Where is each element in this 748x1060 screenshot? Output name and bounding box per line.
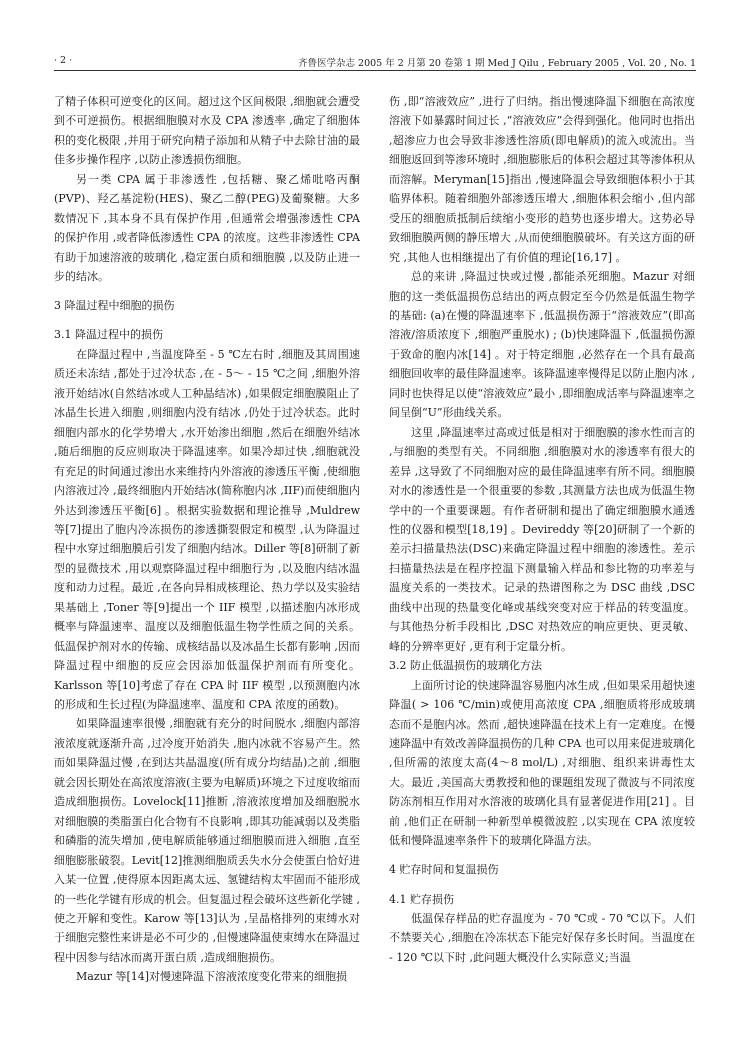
running-header <box>54 52 696 71</box>
body-paragraph: 伤 ,即“溶液效应” ,进行了归纳。指出慢速降温下细胞在高浓度溶液下如暴露时间过长 ,“溶液效应”会得到强化。他同时也指出 ,超渗应力也会导致非渗透性溶质(即电解质)的流入或流出。当细胞返回到等渗环境时 ,细胞膨胀后的体积会超过其等渗体积从而溶解。Meryman[15]指出 ,慢速降温会导致细胞体积小于其临界体积。随着细胞外部渗透压增大 ,细胞体积会缩小 ,但内部受压的细胞质抵制后续缩小变形的趋势也逐步增大。这势必导致细胞膜两侧的静压增大 ,从而使细胞膜破坏。有关这方面的研究 ,其他人也相继提出了有价值的理论[16,17] 。 <box>389 95 695 264</box>
body-paragraph: 总的来讲 ,降温过快或过慢 ,都能杀死细胞。Mazur 对细胞的这一类低温损伤总结出的两点假定至今仍然是低温生物学的基础: (a)在慢的降温速率下 ,低温损伤源于“溶液效应”(即高溶液/溶质浓度下 ,细胞严重脱水) ; (b)快速降温下 ,低温损伤源于致命的胞内冰[14] 。对于特定细胞 ,必然存在一个具有最高细胞回收率的最佳降温速率。该降温速率慢得足以防止胞内冰 ,同时也快得足以使“溶液效应”最小 ,即细胞成活率与降温速率之间呈倒“U”形曲线关系。 <box>389 270 695 420</box>
page-number: · 2 · <box>54 55 73 66</box>
body-paragraph: Mazur 等[14]对慢速降温下溶液浓度变化带来的细胞损 <box>76 970 348 984</box>
body-paragraph: 另一类 CPA 属于非渗透性 ,包括糖、聚乙烯吡咯丙酮(PVP)、羟乙基淀粉(HES)、聚乙二醇(PEG)及葡聚糖。大多数情况下 ,其本身不具有保护作用 ,但通常会增强渗透性 CPA 的保护作用 ,或者降低渗透性 CPA 的浓度。这些非渗透性 CPA 有助于加速溶液的玻璃化 ,稳定蛋白质和细胞膜 ,以及防止进一步的结冰。 <box>54 172 360 284</box>
body-paragraph: 如果降温速率很慢 ,细胞就有充分的时间脱水 ,细胞内部溶液浓度就逐渐升高 ,过冷度开始消失 ,胞内冰就不容易产生。然而如果降温过慢 ,在到达共晶温度(所有成分均结晶)之前 ,细胞就会因长期处在高浓度溶液(主要为电解质)环境之下过度收缩而造成细胞损伤。Lovelock[11]推断 ,溶液浓度增加及细胞脱水对细胞膜的类脂蛋白化合物有不良影响 ,即其功能减弱以及类脂和磷脂的流失增加 ,使电解质能够通过细胞膜而进入细胞 ,直至细胞膨胀破裂。Levit[12]推测细胞质丢失水分会使蛋白恰好进入某一位置 ,使得原本因距离太远、氢键结构太牢固而不能形成的一些化学键有形成的机会。但复温过程会破坏这些新化学键 ,使之开解和变性。Karow 等[13]认为 ,呈晶格排列的束缚水对于细胞完整性来讲是必不可少的 ,但慢速降温使束缚水在降温过程中因参与结冰而离开蛋白质 ,造成细胞损伤。 <box>54 717 360 964</box>
body-paragraph: 这里 ,降温速率过高或过低是相对于细胞膜的渗水性而言的 ,与细胞的类型有关。不同细胞 ,细胞膜对水的渗透率有很大的差异 ,这导致了不同细胞对应的最佳降温速率有所不同。细胞膜对水的渗透性是一个很重要的参数 ,其测量方法也成为低温生物学中的一个重要课题。有作者研制和提出了确定细胞膜水通透性的仪器和模型[18,19] 。Devireddy 等[20]研制了一个新的差示扫描量热法(DSC)来确定降温过程中细胞的渗透性。差示扫描量热法是在程序控温下测量输入样品和参比物的功率差与温度关系的一类技术。记录的热谱图称之为 DSC 曲线 ,DSC 曲线中出现的热量变化峰或基线突变对应于样品的转变温度。与其他热分析手段相比 ,DSC 对热效应的响应更快、更灵敏、峰的分辨率更好 ,更有利于定量分析。 <box>389 425 695 653</box>
body-paragraph: 在降温过程中 ,当温度降至 - 5 ℃左右时 ,细胞及其周围速质还未冻结 ,都处于过冷状态 ,在 - 5～ - 15 ℃之间 ,细胞外溶液开始结冰(自然结冰或人工种晶结冰) ,如果假定细胞膜阻止了冰晶生长进入细胞 ,则细胞内没有结冰 ,仍处于过冷状态。此时细胞内部水的化学势增大 ,水开始渗出细胞 ,然后在细胞外结冰 ,随后细胞的反应则取决于降温速率。如果冷却过快 ,细胞就没有充足的时间通过渗出水来维持内外溶液的渗透压平衡 ,使细胞内溶液过冷 ,最终细胞内开始结冰(简称胞内冰 ,IIF)而使细胞内外达到渗透压平衡[6] 。根据实验数据和理论推导 ,Muldrew 等[7]提出了胞内冷冻损伤的渗透撕裂假定和模型 ,认为降温过程中水穿过细胞膜后引发了细胞内结冰。Diller 等[8]研制了新型的显微技术 ,用以观察降温过程中细胞行为 ,以及胞内结冰温度和动力过程。最近 ,在各向异相成核理论、热力学以及实验结果基础上 ,Toner 等[9]提出一个 IIF 模型 ,以描述胞内冰形成概率与降温速率、温度以及细胞低温生物学性质之间的关系。低温保护剂对水的传输、成核结晶以及冰晶生长都有影响 ,因而降温过程中细胞的反应会因添加低温保护剂而有所变化。Karlsson 等[10]考虑了存在 CPA 时 IIF 模型 ,以预测胞内冰的形成和生长过程(为降温速率、温度和 CPA 浓度的函数)。 <box>54 347 360 712</box>
body-paragraph: 低温保存样品的贮存温度为 - 70 ℃或 - 70 ℃以下。人们不禁要关心 ,细胞在冷冻状态下能完好保存多长时间。当温度在 - 120 ℃以下时 ,此问题大概没什么实际意义;当温 <box>389 912 695 964</box>
section-heading: 3 降温过程中细胞的损伤 <box>54 299 175 313</box>
left-column <box>54 92 360 987</box>
subsection-heading: 3.1 降温过程中的损伤 <box>54 328 163 342</box>
subsection-heading: 4.1 贮存损伤 <box>389 892 454 906</box>
right-column <box>389 92 695 967</box>
body-paragraph: 了精子体积可逆变化的区间。超过这个区间极限 ,细胞就会遭受到不可逆损伤。根据细胞膜对水及 CPA 渗透率 ,确定了细胞体积的变化极限 ,并用于研究向精子添加和从精子中去除甘油的最佳多步操作程序 ,以防止渗透损伤细胞。 <box>54 95 360 167</box>
body-paragraph: 上面所讨论的快速降温容易胞内冰生成 ,但如果采用超快速降温( > 106 ℃/min)或使用高浓度 CPA ,细胞质将形成玻璃态而不是胞内冰。然而 ,超快速降温在技术上有一定难度。在慢速降温中有效改善降温损伤的几种 CPA 也可以用来促进玻璃化 ,但所需的浓度太高(4～8 mol/L) ,对细胞、组织来讲毒性太大。最近 ,美国高大勇教授和他的课题组发现了微波与不同浓度防冻剂相互作用对水溶液的玻璃化具有显著促进作用[21] 。目前 ,他们正在研制一种新型单模微波腔 ,以实现在 CPA 浓度较低和慢降温速率条件下的玻璃化降温方法。 <box>389 678 695 848</box>
section-heading: 4 贮存时间和复温损伤 <box>389 863 499 877</box>
subsection-heading: 3.2 防止低温损伤的玻璃化方法 <box>389 659 542 673</box>
journal-citation: 齐鲁医学杂志 2005 年 2 月第 20 卷第 1 期 Med J Qilu , February 2005 , Vol. 20 , No. 1 <box>298 58 696 69</box>
